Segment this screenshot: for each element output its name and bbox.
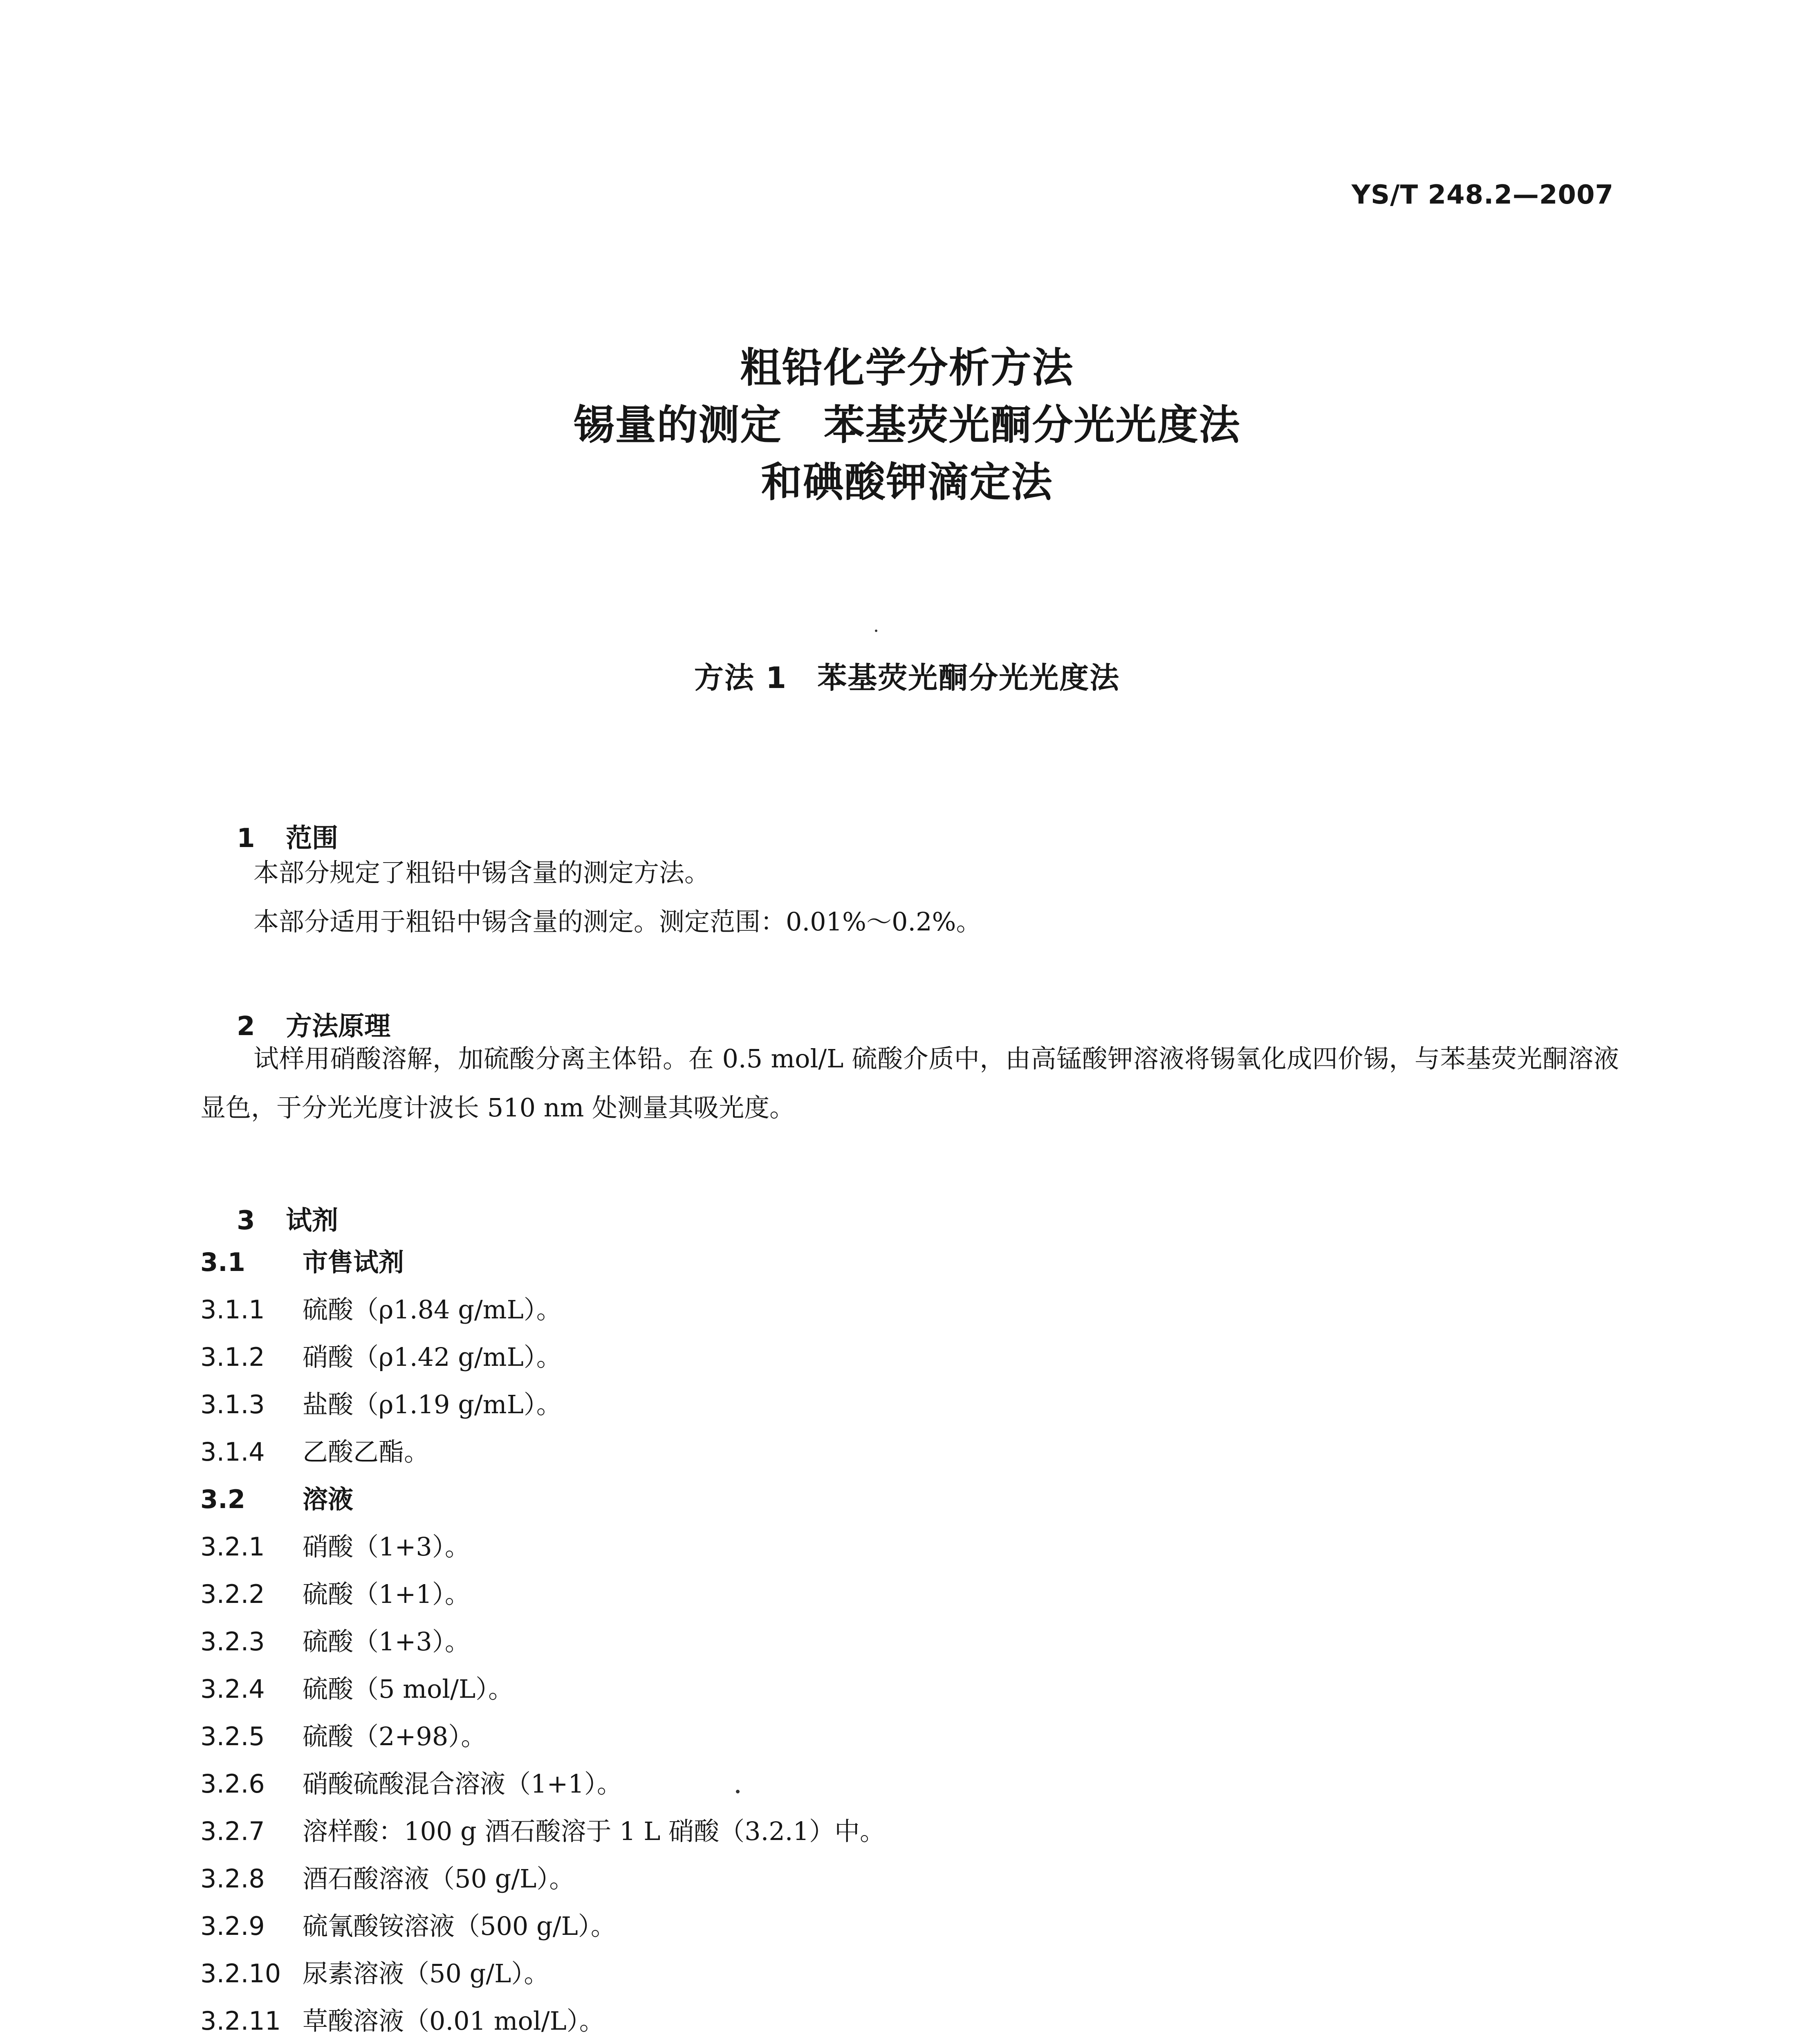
reagent-item <box>200 1665 1619 1713</box>
reagent-item <box>200 1571 1619 1618</box>
item-text: 硫酸（5 mol/L）。 <box>303 1674 514 1704</box>
reagent-item <box>200 1381 1619 1428</box>
title-line-2: 锡量的测定 苯基荧光酮分光光度法 <box>573 401 1241 449</box>
item-text: 硫氰酸铵溶液（500 g/L）。 <box>303 1911 616 1941</box>
item-text: 尿素溶液（50 g/L）。 <box>303 1959 549 1988</box>
item-number: 3.1.2 <box>200 1342 265 1372</box>
item-text: 溶样酸：100 g 酒石酸溶于 1 L 硝酸（3.2.1）中。 <box>303 1816 885 1846</box>
reagent-item <box>200 1997 1619 2044</box>
reagent-item <box>200 1760 1619 1808</box>
item-number: 3.1.3 <box>200 1390 265 1419</box>
title-line-1: 粗铅化学分析方法 <box>740 344 1074 392</box>
item-text: 市售试剂 <box>303 1247 404 1277</box>
item-number: 3.2.3 <box>200 1627 265 1656</box>
item-number: 3.2.7 <box>200 1816 265 1846</box>
reagent-list <box>200 1239 1619 2044</box>
item-text: 草酸溶液（0.01 mol/L）。 <box>303 2006 605 2036</box>
section-2-title: 方法原理 <box>286 1011 391 1042</box>
item-number: 3.2.9 <box>200 1911 265 1941</box>
reagent-item <box>200 1808 1619 1855</box>
section-2-paragraph: 试样用硝酸溶解，加硫酸分离主体铅。在 0.5 mol/L 硫酸介质中，由高锰酸钾溶液将锡氧化成四价锡，与苯基荧光酮溶液显色，于分光光度计波长 510 nm 处测量其吸光度。 <box>200 1044 1619 1123</box>
item-text: 硫酸（1+3）。 <box>303 1627 470 1656</box>
section-3-title: 试剂 <box>286 1206 339 1236</box>
scan-speck <box>875 630 877 632</box>
item-number: 3.2.2 <box>200 1579 265 1609</box>
item-number: 3.2.5 <box>200 1721 265 1751</box>
item-number: 3.2.10 <box>200 1959 281 1988</box>
standard-code: YS/T 248.2—2007 <box>1351 180 1614 210</box>
scan-speck <box>736 1790 740 1793</box>
method-title: 方法 1 苯基荧光酮分光光度法 <box>694 661 1120 695</box>
section-3-number: 3 <box>237 1206 255 1236</box>
reagent-item <box>200 1476 1619 1523</box>
reagent-item <box>200 1855 1619 1903</box>
item-number: 3.1 <box>200 1247 245 1277</box>
section-1-paragraph-2: 本部分适用于粗铅中锡含量的测定。测定范围：0.01%～0.2%。 <box>253 907 982 937</box>
item-text: 硝酸硫酸混合溶液（1+1）。 <box>303 1769 622 1799</box>
item-text: 硫酸（1+1）。 <box>303 1579 470 1609</box>
item-text: 酒石酸溶液（50 g/L）。 <box>303 1864 575 1894</box>
item-number: 3.2.6 <box>200 1769 265 1799</box>
reagent-item <box>200 1239 1619 1286</box>
reagent-item <box>200 1713 1619 1760</box>
reagent-item <box>200 1618 1619 1665</box>
item-text: 乙酸乙酯。 <box>303 1437 430 1467</box>
item-number: 3.1.1 <box>200 1295 265 1325</box>
item-text: 溶液 <box>303 1484 354 1514</box>
section-1-title: 范围 <box>286 823 339 854</box>
item-number: 3.2.4 <box>200 1674 265 1704</box>
reagent-item <box>200 1950 1619 1997</box>
item-text: 硫酸（2+98）。 <box>303 1721 487 1751</box>
item-number: 3.2.1 <box>200 1532 265 1562</box>
item-text: 盐酸（ρ1.19 g/mL）。 <box>303 1390 562 1419</box>
item-number: 3.2.11 <box>200 2006 281 2036</box>
document-title <box>0 339 1814 511</box>
item-number: 3.2.8 <box>200 1864 265 1894</box>
reagent-item <box>200 1428 1619 1476</box>
reagent-item <box>200 1523 1619 1571</box>
section-1-number: 1 <box>237 823 255 854</box>
title-line-3: 和碘酸钾滴定法 <box>761 458 1053 506</box>
section-2-number: 2 <box>237 1011 255 1042</box>
item-text: 硝酸（1+3）。 <box>303 1532 470 1562</box>
reagent-item <box>200 1903 1619 1950</box>
reagent-item <box>200 1286 1619 1334</box>
item-number: 3.1.4 <box>200 1437 265 1467</box>
item-text: 硫酸（ρ1.84 g/mL）。 <box>303 1295 562 1325</box>
item-number: 3.2 <box>200 1484 245 1514</box>
reagent-item <box>200 1334 1619 1381</box>
section-1-paragraph-1: 本部分规定了粗铅中锡含量的测定方法。 <box>253 858 710 888</box>
item-text: 硝酸（ρ1.42 g/mL）。 <box>303 1342 562 1372</box>
